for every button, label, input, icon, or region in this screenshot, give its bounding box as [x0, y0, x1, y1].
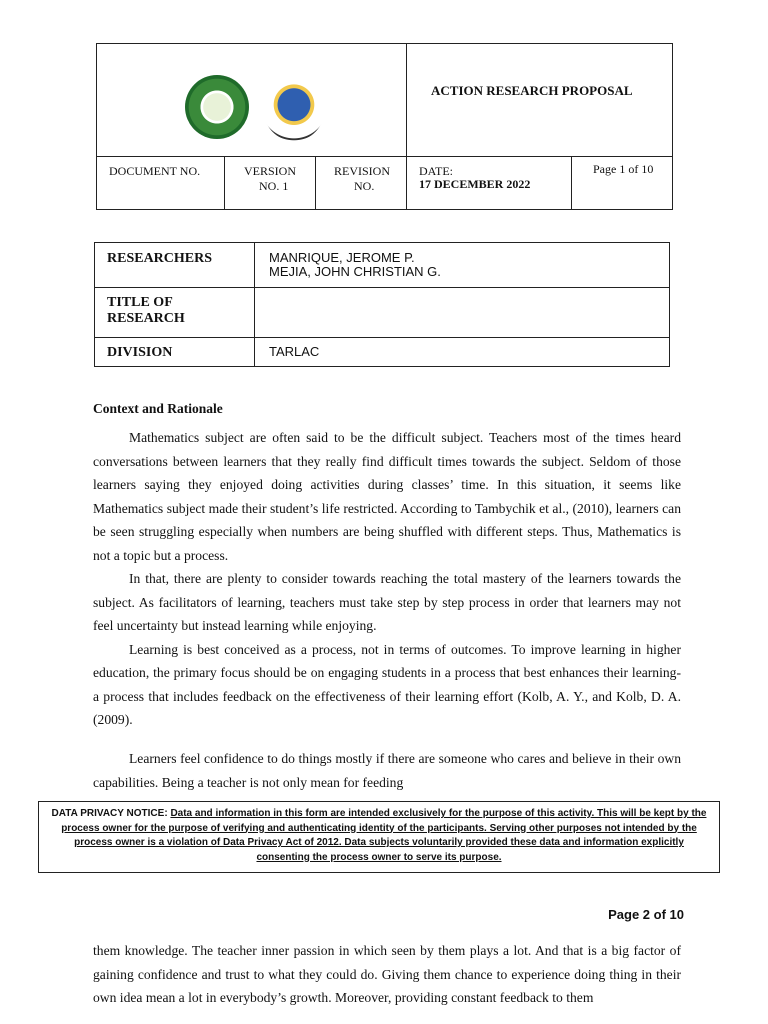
version-label: VERSION	[244, 164, 297, 178]
document-no-label: DOCUMENT NO.	[109, 164, 201, 178]
notice-label: DATA PRIVACY NOTICE:	[51, 808, 168, 819]
date-value: 17 DECEMBER 2022	[419, 177, 531, 191]
body-text	[93, 939, 681, 1010]
title-label: RESEARCH	[107, 311, 185, 326]
paragraph: In that, there are plenty to consider towards reaching the total mastery of the learners towards the subject. As facilitators of learning, teachers must take step by step process in order that learners may not feel uncertainty but instead learning while enjoying.	[93, 571, 681, 633]
version-number: NO. 1	[259, 179, 289, 193]
data-privacy-notice	[38, 801, 720, 873]
revision-number: NO.	[354, 179, 375, 193]
body-text	[93, 426, 681, 732]
table-divider	[254, 243, 255, 366]
header-divider	[406, 44, 407, 156]
university-seal-logo	[185, 75, 249, 139]
document-title: ACTION RESEARCH PROPOSAL	[431, 83, 633, 98]
division-value: TARLAC	[269, 344, 320, 359]
table-divider	[95, 337, 669, 338]
division-label: DIVISION	[107, 345, 173, 360]
research-info-table	[94, 242, 670, 367]
header-divider	[224, 156, 225, 209]
college-of-education-logo	[263, 75, 325, 141]
page-number: Page 2 of 10	[608, 907, 684, 922]
paragraph: Learners feel confidence to do things mostly if there are someone who cares and believe in their own capabilities. Being a teacher is not only mean for feeding	[93, 751, 681, 790]
title-label: TITLE OF	[107, 295, 173, 310]
date-label: DATE:	[419, 164, 453, 178]
section-heading: Context and Rationale	[93, 401, 223, 416]
notice-text: Data and information in this form are intended exclusively for the purpose of this activity. This will be kept by the process owner for the purpose of verifying and authenticating identity of the participants. Serving other purposes not intended by the process owner is a violation of Data Privacy Act of 2012. Data subjects voluntarily provided these data and information explicitly consenting the process owner to serve its purpose.	[61, 808, 707, 863]
researcher-name: MEJIA, JOHN CHRISTIAN G.	[269, 264, 441, 279]
paragraph: them knowledge. The teacher inner passion in which seen by them plays a lot. And that is a big factor of gaining confidence and trust to what they could do. Giving them chance to experience doing thing in their own idea mean a lot in everybody’s growth. Moreover, providing constant feedback to them	[93, 943, 681, 1005]
revision-label: REVISION	[334, 164, 390, 178]
page-number: Page 1 of 10	[593, 162, 654, 176]
paragraph: Mathematics subject are often said to be the difficult subject. Teachers most of the times heard conversations between learners that they really find difficult times towards the subject. Seldom of those learners saying they enjoyed doing activities during classes’ time. In this situation, it seems like Mathematics subject made their student’s life restricted. According to Tambychik et al., (2010), learners can be seen struggling especially when numbers are being shuffled with different steps. Thus, Mathematics is not a topic but a process.	[93, 430, 681, 563]
header-divider	[571, 156, 572, 209]
paragraph: Learning is best conceived as a process, not in terms of outcomes. To improve learning in higher education, the primary focus should be on engaging students in a process that best enhances their learning- a process that includes feedback on the effectiveness of their learning effort (Kolb, A. Y., and Kolb, D. A. (2009).	[93, 641, 681, 727]
header-divider	[315, 156, 316, 209]
header-divider	[406, 156, 407, 209]
researchers-label: RESEARCHERS	[107, 251, 213, 266]
researcher-name: MANRIQUE, JEROME P.	[269, 250, 415, 265]
body-text	[93, 747, 681, 794]
header-divider	[97, 156, 672, 157]
table-divider	[95, 287, 669, 288]
document-header-table	[96, 43, 673, 210]
